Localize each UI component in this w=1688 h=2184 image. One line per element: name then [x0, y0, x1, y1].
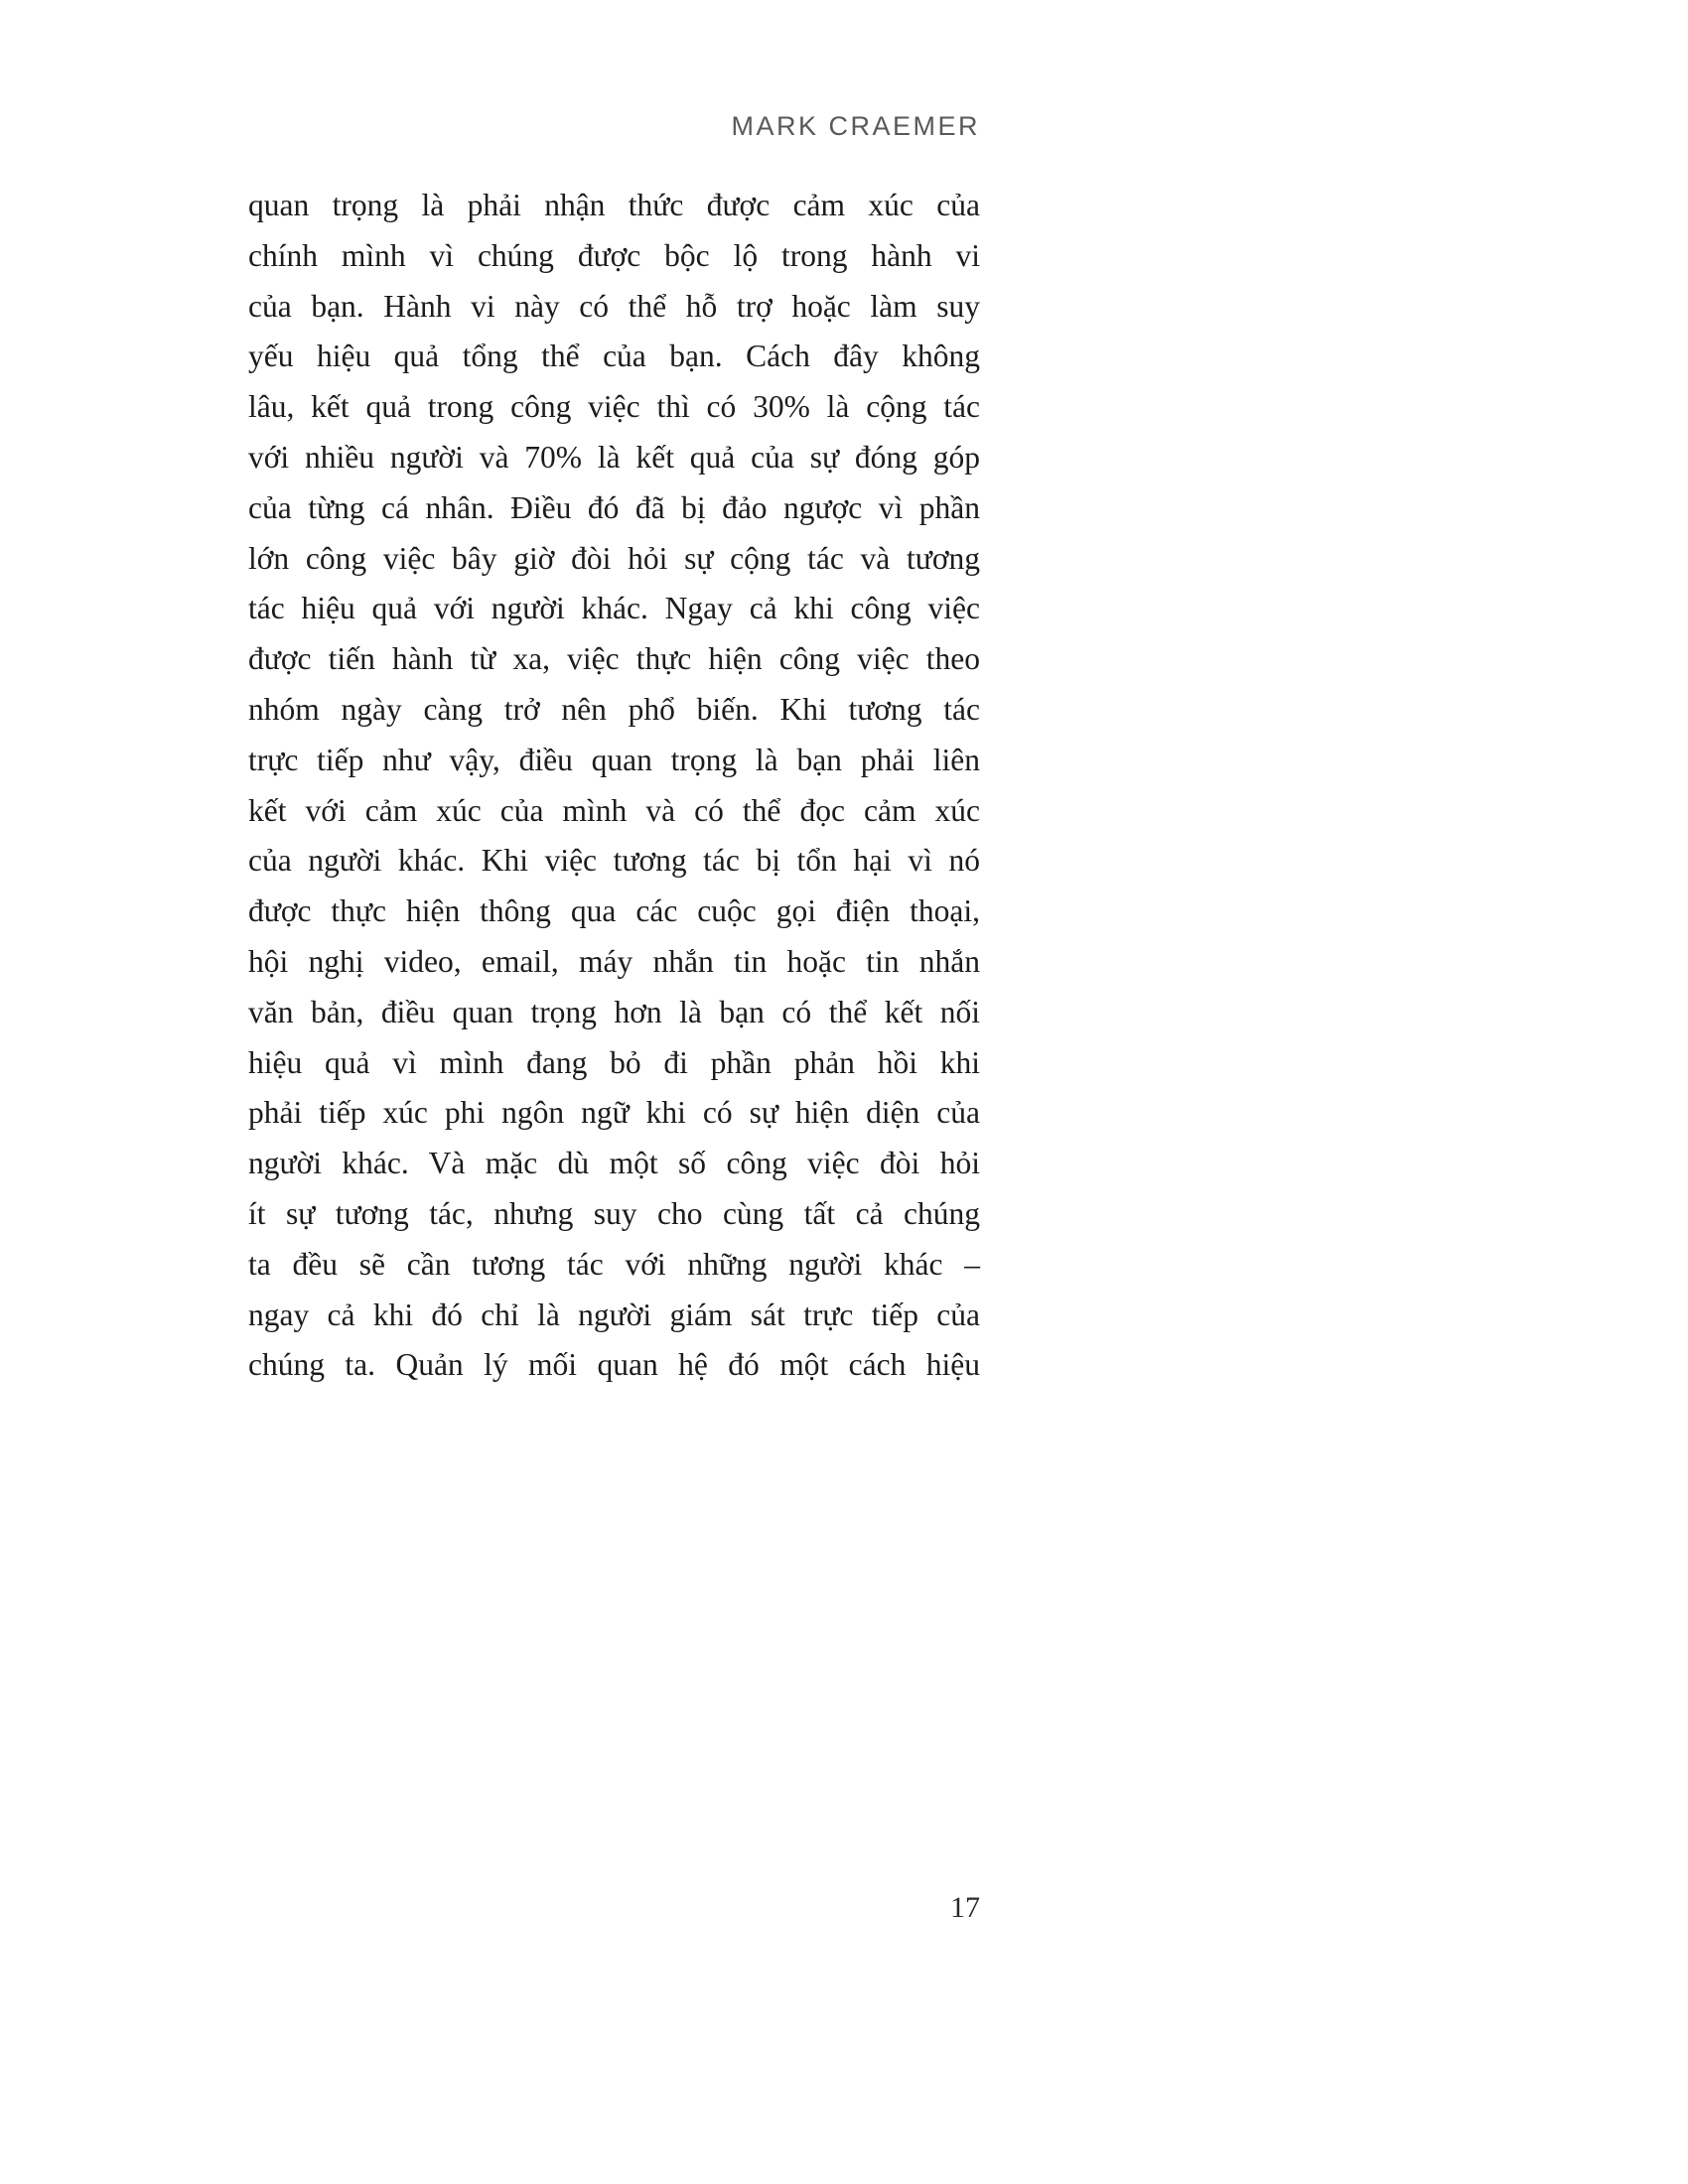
text-line: ta đều sẽ cần tương tác với những người khác – — [248, 1246, 980, 1282]
text-line: người khác. Và mặc dù một số công việc đòi hỏi — [248, 1146, 980, 1181]
text-line: của từng cá nhân. Điều đó đã bị đảo ngược vì phần — [248, 489, 980, 525]
text-line: nhóm ngày càng trở nên phổ biến. Khi tương tác — [248, 691, 980, 727]
text-line: chính mình vì chúng được bộc lộ trong hành vi — [248, 237, 980, 273]
running-header: MARK CRAEMER — [731, 111, 980, 141]
text-line: lớn công việc bây giờ đòi hỏi sự cộng tác và tương — [248, 540, 980, 576]
body-text — [248, 181, 980, 1391]
text-line: ít sự tương tác, nhưng suy cho cùng tất cả chúng — [248, 1195, 980, 1231]
text-line: với nhiều người và 70% là kết quả của sự đóng góp — [248, 439, 980, 475]
text-line: văn bản, điều quan trọng hơn là bạn có thể kết nối — [248, 994, 980, 1029]
text-line: lâu, kết quả trong công việc thì có 30% là cộng tác — [248, 389, 980, 425]
text-line: được thực hiện thông qua các cuộc gọi điện thoại, — [248, 893, 980, 929]
text-line: phải tiếp xúc phi ngôn ngữ khi có sự hiện diện của — [248, 1095, 980, 1131]
page-number: 17 — [950, 1891, 980, 1924]
text-line: kết với cảm xúc của mình và có thể đọc cảm xúc — [248, 792, 980, 828]
text-line: hội nghị video, email, máy nhắn tin hoặc tin nhắn — [248, 943, 980, 979]
text-line: yếu hiệu quả tổng thể của bạn. Cách đây không — [248, 339, 980, 374]
text-line: ngay cả khi đó chỉ là người giám sát trực tiếp của — [248, 1297, 980, 1332]
text-line: tác hiệu quả với người khác. Ngay cả khi công việc — [248, 591, 980, 626]
text-line: được tiến hành từ xa, việc thực hiện công việc theo — [248, 641, 980, 677]
text-line: trực tiếp như vậy, điều quan trọng là bạn phải liên — [248, 742, 980, 777]
text-line: chúng ta. Quản lý mối quan hệ đó một cách hiệu — [248, 1347, 980, 1383]
text-line: của người khác. Khi việc tương tác bị tổn hại vì nó — [248, 843, 980, 879]
text-line: quan trọng là phải nhận thức được cảm xúc của — [248, 188, 980, 222]
text-line: hiệu quả vì mình đang bỏ đi phần phản hồi khi — [248, 1044, 980, 1080]
text-line: của bạn. Hành vi này có thể hỗ trợ hoặc làm suy — [248, 288, 980, 324]
